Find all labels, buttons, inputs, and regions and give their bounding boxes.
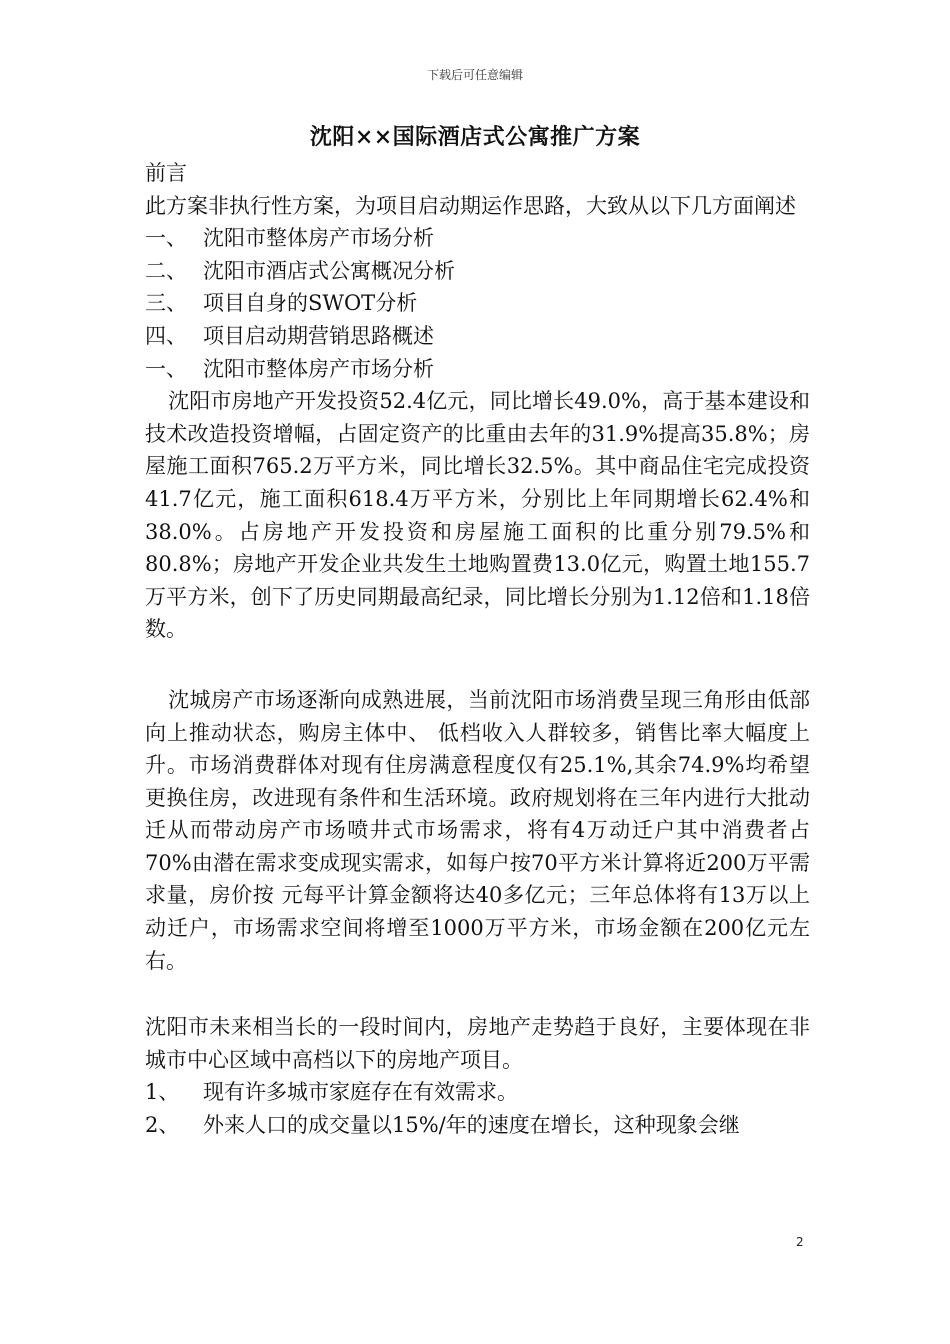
- document-body: [145, 157, 810, 1142]
- reason-number: 1、: [145, 1080, 180, 1105]
- outline-number: 三、: [145, 291, 187, 316]
- reason-text: 外来人口的成交量以15%/年的速度在增长，这种现象会继: [203, 1113, 740, 1138]
- reason-item-1: [145, 1076, 810, 1109]
- reason-number: 2、: [145, 1113, 180, 1138]
- section-number: 一、: [145, 356, 187, 381]
- outline-item-1: [145, 222, 810, 255]
- outline-text: 沈阳市整体房产市场分析: [203, 226, 434, 251]
- reason-item-2: [145, 1109, 810, 1142]
- page-number: 2: [796, 1235, 804, 1249]
- section-heading-1: [145, 353, 810, 386]
- market-paragraph-3: 沈阳市未来相当长的一段时间内，房地产走势趋于良好，主要体现在非城市中心区域中高档以下的房地产项目。: [145, 1015, 810, 1072]
- reason-text: 现有许多城市家庭存在有效需求。: [203, 1080, 518, 1105]
- outline-item-3: [145, 287, 810, 320]
- document-title: 沈阳××国际酒店式公寓推广方案: [309, 124, 641, 150]
- outline-number: 一、: [145, 226, 187, 251]
- intro-paragraph: 此方案非执行性方案，为项目启动期运作思路，大致从以下几方面阐述: [145, 193, 796, 218]
- outline-item-2: [145, 255, 810, 288]
- outline-text: 项目启动期营销思路概述: [203, 323, 434, 348]
- market-paragraph-2: 沈城房产市场逐渐向成熟进展，当前沈阳市场消费呈现三角形由低部向上推动状态，购房主体中、 低档收入人群较多，销售比率大幅度上升。市场消费群体对现有住房满意程度仅有25.1%,其余74.9%均希望更换住房，改进现有条件和生活环境。政府规划将在三年内进行大批动迁从而带动房产市场喷井式市场需求，将有4万动迁户其中消费者占70%由潜在需求变成现实需求，如每户按70平方米计算将近200万平需求量，房价按 元每平计算金额将达40多亿元；三年总体将有13万以上动迁户，市场需求空间将增至1000万平方米，市场金额在200亿元左右。: [145, 687, 810, 973]
- section-title: 沈阳市整体房产市场分析: [203, 356, 434, 381]
- outline-text: 沈阳市酒店式公寓概况分析: [203, 258, 455, 283]
- page-header-note: 下载后可任意编辑: [426, 68, 523, 82]
- outline-number: 二、: [145, 258, 187, 283]
- outline-text: 项目自身的SWOT分析: [203, 291, 418, 316]
- outline-item-4: [145, 320, 810, 353]
- outline-number: 四、: [145, 323, 187, 348]
- preface-heading: 前言: [145, 161, 187, 185]
- market-paragraph-1: 沈阳市房地产开发投资52.4亿元，同比增长49.0%，高于基本建设和技术改造投资增幅，占固定资产的比重由去年的31.9%提高35.8%；房屋施工面积765.2万平方米，同比增长32.5%。其中商品住宅完成投资41.7亿元，施工面积618.4万平方米，分别比上年同期增长62.4%和38.0%。占房地产开发投资和房屋施工面积的比重分别79.5%和80.8%；房地产开发企业共发生土地购置费13.0亿元，购置土地155.7万平方米，创下了历史同期最高纪录，同比增长分别为1.12倍和1.18倍数。: [145, 389, 810, 642]
